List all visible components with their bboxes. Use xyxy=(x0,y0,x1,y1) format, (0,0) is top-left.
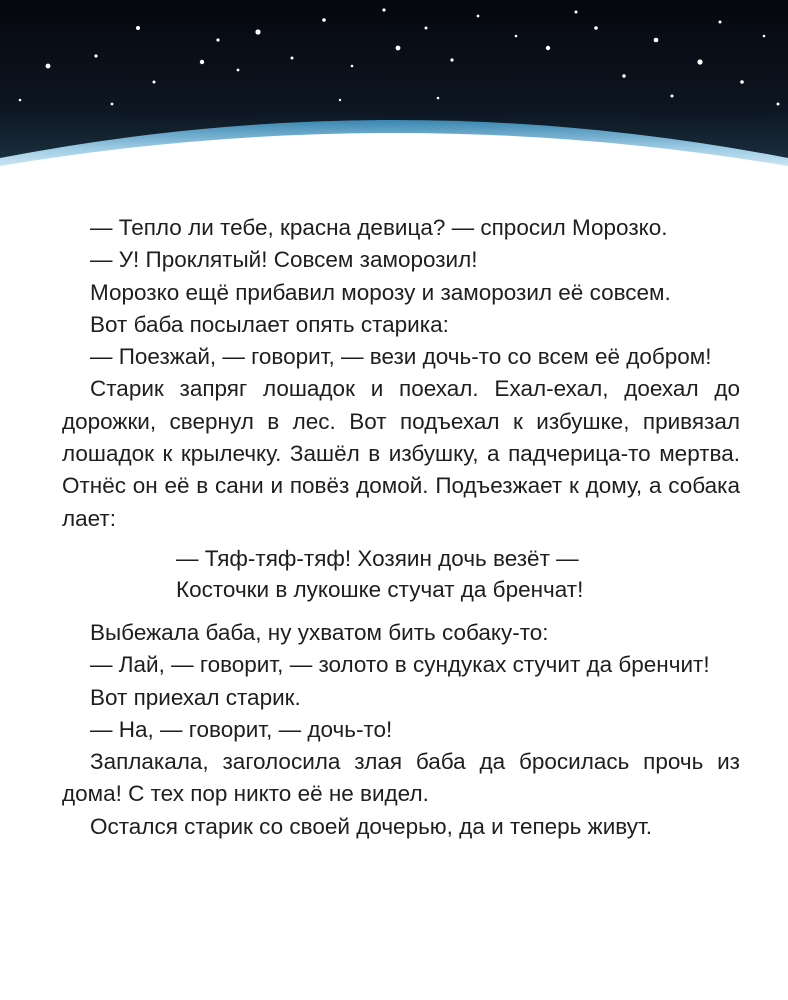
paragraph: — У! Проклятый! Совсем заморозил! xyxy=(90,247,478,273)
paragraph: — Лай, — говорит, — золото в сундуках стучит да бренчит! xyxy=(90,652,710,678)
verse-line: Косточки в лукошке стучат да бренчат! xyxy=(176,576,584,602)
paragraph: — Поезжай, — говорит, — вези дочь-то со всем её добром! xyxy=(90,344,712,370)
paragraph: Выбежала баба, ну ухватом бить собаку-то: xyxy=(90,619,549,645)
paragraph: — На, — говорит, — дочь-то! xyxy=(90,716,393,742)
paragraph: Вот баба посылает опять старика: xyxy=(90,311,449,337)
verse xyxy=(176,543,740,605)
paragraph: Морозко ещё прибавил морозу и заморозил её совсем. xyxy=(90,279,671,305)
verse-line: — Тяф-тяф-тяф! Хозяин дочь везёт — xyxy=(176,545,579,571)
paragraph: Остался старик со своей дочерью, да и теперь живут. xyxy=(90,813,653,839)
paragraph: Старик запряг лошадок и поехал. Ехал-ехал, доехал до дорожки, свернул в лес. Вот подъехал к избушке, привязал лошадок к крылечку. Зашёл в избушку, а падчерица-то мертва. Отнёс он её в сани и повёз домой. Подъезжает к дому, а собака лает: xyxy=(62,376,740,531)
night-sky-illustration xyxy=(0,0,788,200)
paragraph: Заплакала, заголосила злая баба да бросилась прочь из дома! С тех пор никто её не видел. xyxy=(62,749,740,807)
story-text xyxy=(62,212,740,843)
paragraph: — Тепло ли тебе, красна девица? — спросил Морозко. xyxy=(90,215,668,240)
paragraph: Вот приехал старик. xyxy=(90,684,301,710)
